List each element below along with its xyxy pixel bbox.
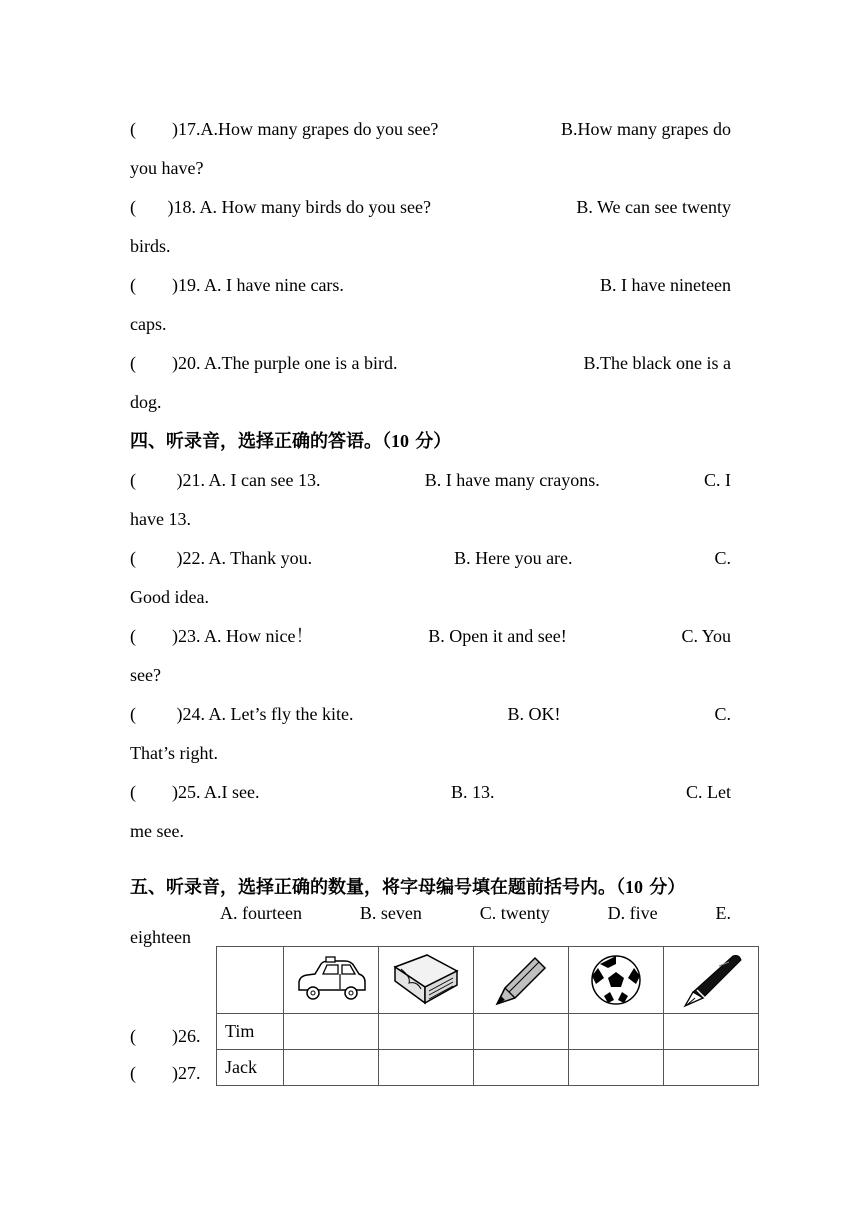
item-18-line1: [130, 196, 731, 218]
answer-cell[interactable]: [379, 1014, 474, 1050]
item-25-option-a: ( )25. A.I see.: [130, 782, 260, 802]
item-22-line2: Good idea.: [130, 587, 209, 607]
item-19-line2: caps.: [130, 314, 167, 334]
item-19-option-a: ( )19. A. I have nine cars.: [130, 275, 344, 295]
section-5-heading: 五、听录音，选择正确的数量，将字母编号填在题前括号内。（10 分）: [130, 877, 686, 898]
item-23-option-c: C. You: [681, 626, 731, 646]
answer-cell[interactable]: [664, 1014, 759, 1050]
item-18-option-a: ( )18. A. How many birds do you see?: [130, 197, 431, 217]
answer-cell[interactable]: [284, 1050, 379, 1086]
option-d: D. five: [607, 903, 658, 923]
option-e-wrap: eighteen: [130, 927, 191, 947]
item-17-line1: [130, 118, 731, 140]
item-20-option-b: B.The black one is a: [583, 353, 731, 373]
answer-cell[interactable]: [284, 1014, 379, 1050]
item-17-option-a: ( )17.A.How many grapes do you see?: [130, 119, 439, 139]
item-25-line2: me see.: [130, 821, 184, 841]
option-c: C. twenty: [479, 903, 550, 923]
table-row: [217, 1050, 759, 1086]
item-19-option-b: B. I have nineteen: [600, 275, 731, 295]
corner-cell: [217, 947, 284, 1014]
item-22-option-a: ( )22. A. Thank you.: [130, 548, 313, 568]
option-a: A. fourteen: [220, 903, 302, 923]
answer-cell[interactable]: [474, 1050, 569, 1086]
item-23-option-b: B. Open it and see!: [428, 626, 567, 646]
item-26-label: ( )26.: [130, 1026, 201, 1046]
item-23-line1: [130, 625, 731, 647]
item-24-line2: That’s right.: [130, 743, 218, 763]
item-18-line2: birds.: [130, 236, 171, 256]
answer-table: [216, 946, 759, 1086]
section-5-options: [130, 902, 731, 924]
item-22-option-b: B. Here you are.: [454, 548, 573, 568]
answer-cell[interactable]: [379, 1050, 474, 1086]
section-4-heading: 四、听录音，选择正确的答语。（10 分）: [130, 431, 452, 452]
item-27-label: ( )27.: [130, 1063, 201, 1083]
item-22-option-c: C.: [714, 548, 731, 568]
item-20-line2: dog.: [130, 392, 162, 412]
pen-cell: [664, 947, 759, 1014]
item-24-option-b: B. OK!: [507, 704, 561, 724]
item-21-option-a: ( )21. A. I can see 13.: [130, 470, 321, 490]
football-cell: [569, 947, 664, 1014]
book-cell: [379, 947, 474, 1014]
car-icon: [293, 956, 369, 1004]
item-23-line2: see?: [130, 665, 161, 685]
row-name: Jack: [217, 1050, 284, 1086]
answer-cell[interactable]: [569, 1014, 664, 1050]
pencil-icon: [491, 952, 551, 1008]
pen-icon: [675, 952, 747, 1008]
item-19-line1: [130, 274, 731, 296]
item-22-line1: [130, 547, 731, 569]
item-21-option-b: B. I have many crayons.: [424, 470, 600, 490]
row-name: Tim: [217, 1014, 284, 1050]
item-25-line1: [130, 781, 731, 803]
book-icon: [391, 951, 461, 1009]
item-24-option-c: C.: [714, 704, 731, 724]
item-23-option-a: ( )23. A. How nice！: [130, 626, 314, 646]
answer-cell[interactable]: [569, 1050, 664, 1086]
item-25-option-b: B. 13.: [450, 782, 495, 802]
car-cell: [284, 947, 379, 1014]
item-21-line1: [130, 469, 731, 491]
pencil-cell: [474, 947, 569, 1014]
item-21-option-c: C. I: [704, 470, 731, 490]
item-17-option-b: B.How many grapes do: [561, 119, 731, 139]
table-row: [217, 1014, 759, 1050]
answer-cell[interactable]: [474, 1014, 569, 1050]
item-20-line1: [130, 352, 731, 374]
football-icon: [590, 954, 642, 1006]
option-e: E.: [715, 903, 731, 923]
item-18-option-b: B. We can see twenty: [576, 197, 731, 217]
table-header-row: [217, 947, 759, 1014]
answer-cell[interactable]: [664, 1050, 759, 1086]
option-b: B. seven: [359, 903, 422, 923]
item-17-line2: you have?: [130, 158, 204, 178]
item-21-line2: have 13.: [130, 509, 191, 529]
item-24-option-a: ( )24. A. Let’s fly the kite.: [130, 704, 354, 724]
item-24-line1: [130, 703, 731, 725]
item-25-option-c: C. Let: [686, 782, 731, 802]
item-20-option-a: ( )20. A.The purple one is a bird.: [130, 353, 398, 373]
